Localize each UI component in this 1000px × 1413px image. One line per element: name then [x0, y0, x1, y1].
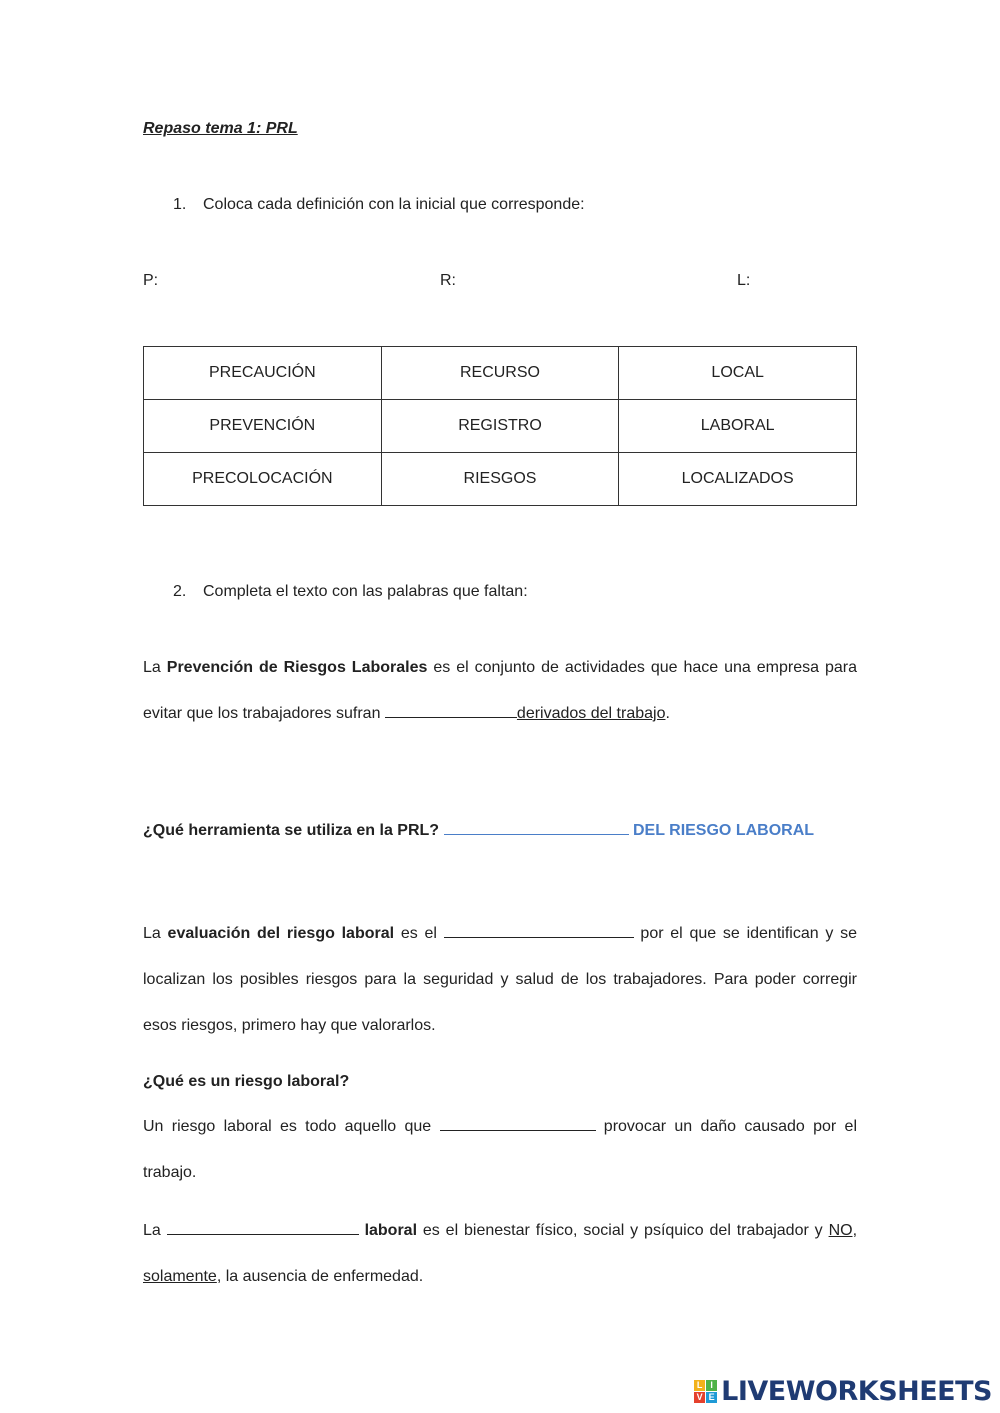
question-text: Completa el texto con las palabras que faltan:	[203, 583, 528, 600]
word-cell[interactable]: PREVENCIÓN	[144, 400, 382, 453]
question-2	[173, 583, 528, 601]
bold-term: evaluación del riesgo laboral	[167, 925, 395, 942]
answer-blank[interactable]	[385, 703, 517, 718]
text: es el bienestar físico, social y psíquico del trabajador y	[417, 1222, 829, 1239]
question-number: 1.	[173, 196, 187, 213]
paragraph-riesgo	[143, 1104, 857, 1196]
answer-blank[interactable]	[444, 820, 629, 835]
text: .	[665, 705, 670, 722]
logo-letter: E	[706, 1392, 717, 1403]
logo-letter: I	[706, 1380, 717, 1391]
drop-zone-l[interactable]: L:	[737, 272, 751, 289]
text: es el conjunto de actividades que hace una empresa para evitar que los trabajadores sufran	[143, 659, 858, 722]
bold-term: laboral	[358, 1222, 418, 1239]
text: La	[143, 925, 168, 942]
question-4: ¿Qué es un riesgo laboral?	[143, 1073, 350, 1090]
text: La	[143, 659, 167, 676]
bold-term: Prevención de Riesgos Laborales	[166, 659, 428, 676]
text: NO, solamente	[143, 1222, 858, 1285]
word-cell[interactable]: PRECOLOCACIÓN	[144, 453, 382, 506]
table-row	[144, 453, 857, 506]
answer-blank[interactable]	[167, 1220, 359, 1235]
answer-suffix: DEL RIESGO LABORAL	[628, 822, 815, 839]
text: es el	[394, 925, 444, 942]
table-row	[144, 347, 857, 400]
question-1	[173, 196, 585, 214]
word-cell[interactable]: LOCALIZADOS	[619, 453, 857, 506]
text: La	[143, 1222, 167, 1239]
table-row	[144, 400, 857, 453]
logo-icon	[694, 1380, 717, 1403]
logo-letter: V	[694, 1392, 705, 1403]
word-cell[interactable]: PRECAUCIÓN	[144, 347, 382, 400]
word-cell[interactable]: LABORAL	[619, 400, 857, 453]
paragraph-salud	[143, 1208, 857, 1300]
word-cell[interactable]: RECURSO	[381, 347, 619, 400]
text: Un riesgo laboral es todo aquello que	[143, 1118, 440, 1135]
text: , la ausencia de enfermedad.	[216, 1268, 424, 1285]
page-title: Repaso tema 1: PRL	[143, 120, 298, 137]
word-cell[interactable]: RIESGOS	[381, 453, 619, 506]
answer-blank[interactable]	[440, 1116, 596, 1131]
word-cell[interactable]: REGISTRO	[381, 400, 619, 453]
logo-text: LIVEWORKSHEETS	[721, 1376, 992, 1407]
answer-blank[interactable]	[444, 923, 634, 938]
drop-zone-p[interactable]: P:	[143, 272, 159, 289]
text: por el que se identifican y se localizan los posibles riesgos para la seguridad y salud de los trabajadores. Para poder corregir esos riesgos, primero hay que valorarlos.	[143, 925, 858, 1034]
question-text: Coloca cada definición con la inicial que corresponde:	[203, 196, 585, 213]
text: provocar un daño causado por el trabajo.	[143, 1118, 858, 1181]
drop-zone-r[interactable]: R:	[440, 272, 456, 289]
liveworksheets-logo	[694, 1376, 992, 1407]
text: derivados del trabajo	[516, 705, 666, 722]
question-3	[143, 820, 814, 840]
question-number: 2.	[173, 583, 187, 600]
word-table	[143, 346, 857, 506]
paragraph-prl	[143, 645, 857, 737]
word-cell[interactable]: LOCAL	[619, 347, 857, 400]
logo-letter: L	[694, 1380, 705, 1391]
paragraph-evaluacion	[143, 911, 857, 1049]
question-text: ¿Qué herramienta se utiliza en la PRL?	[143, 822, 444, 839]
